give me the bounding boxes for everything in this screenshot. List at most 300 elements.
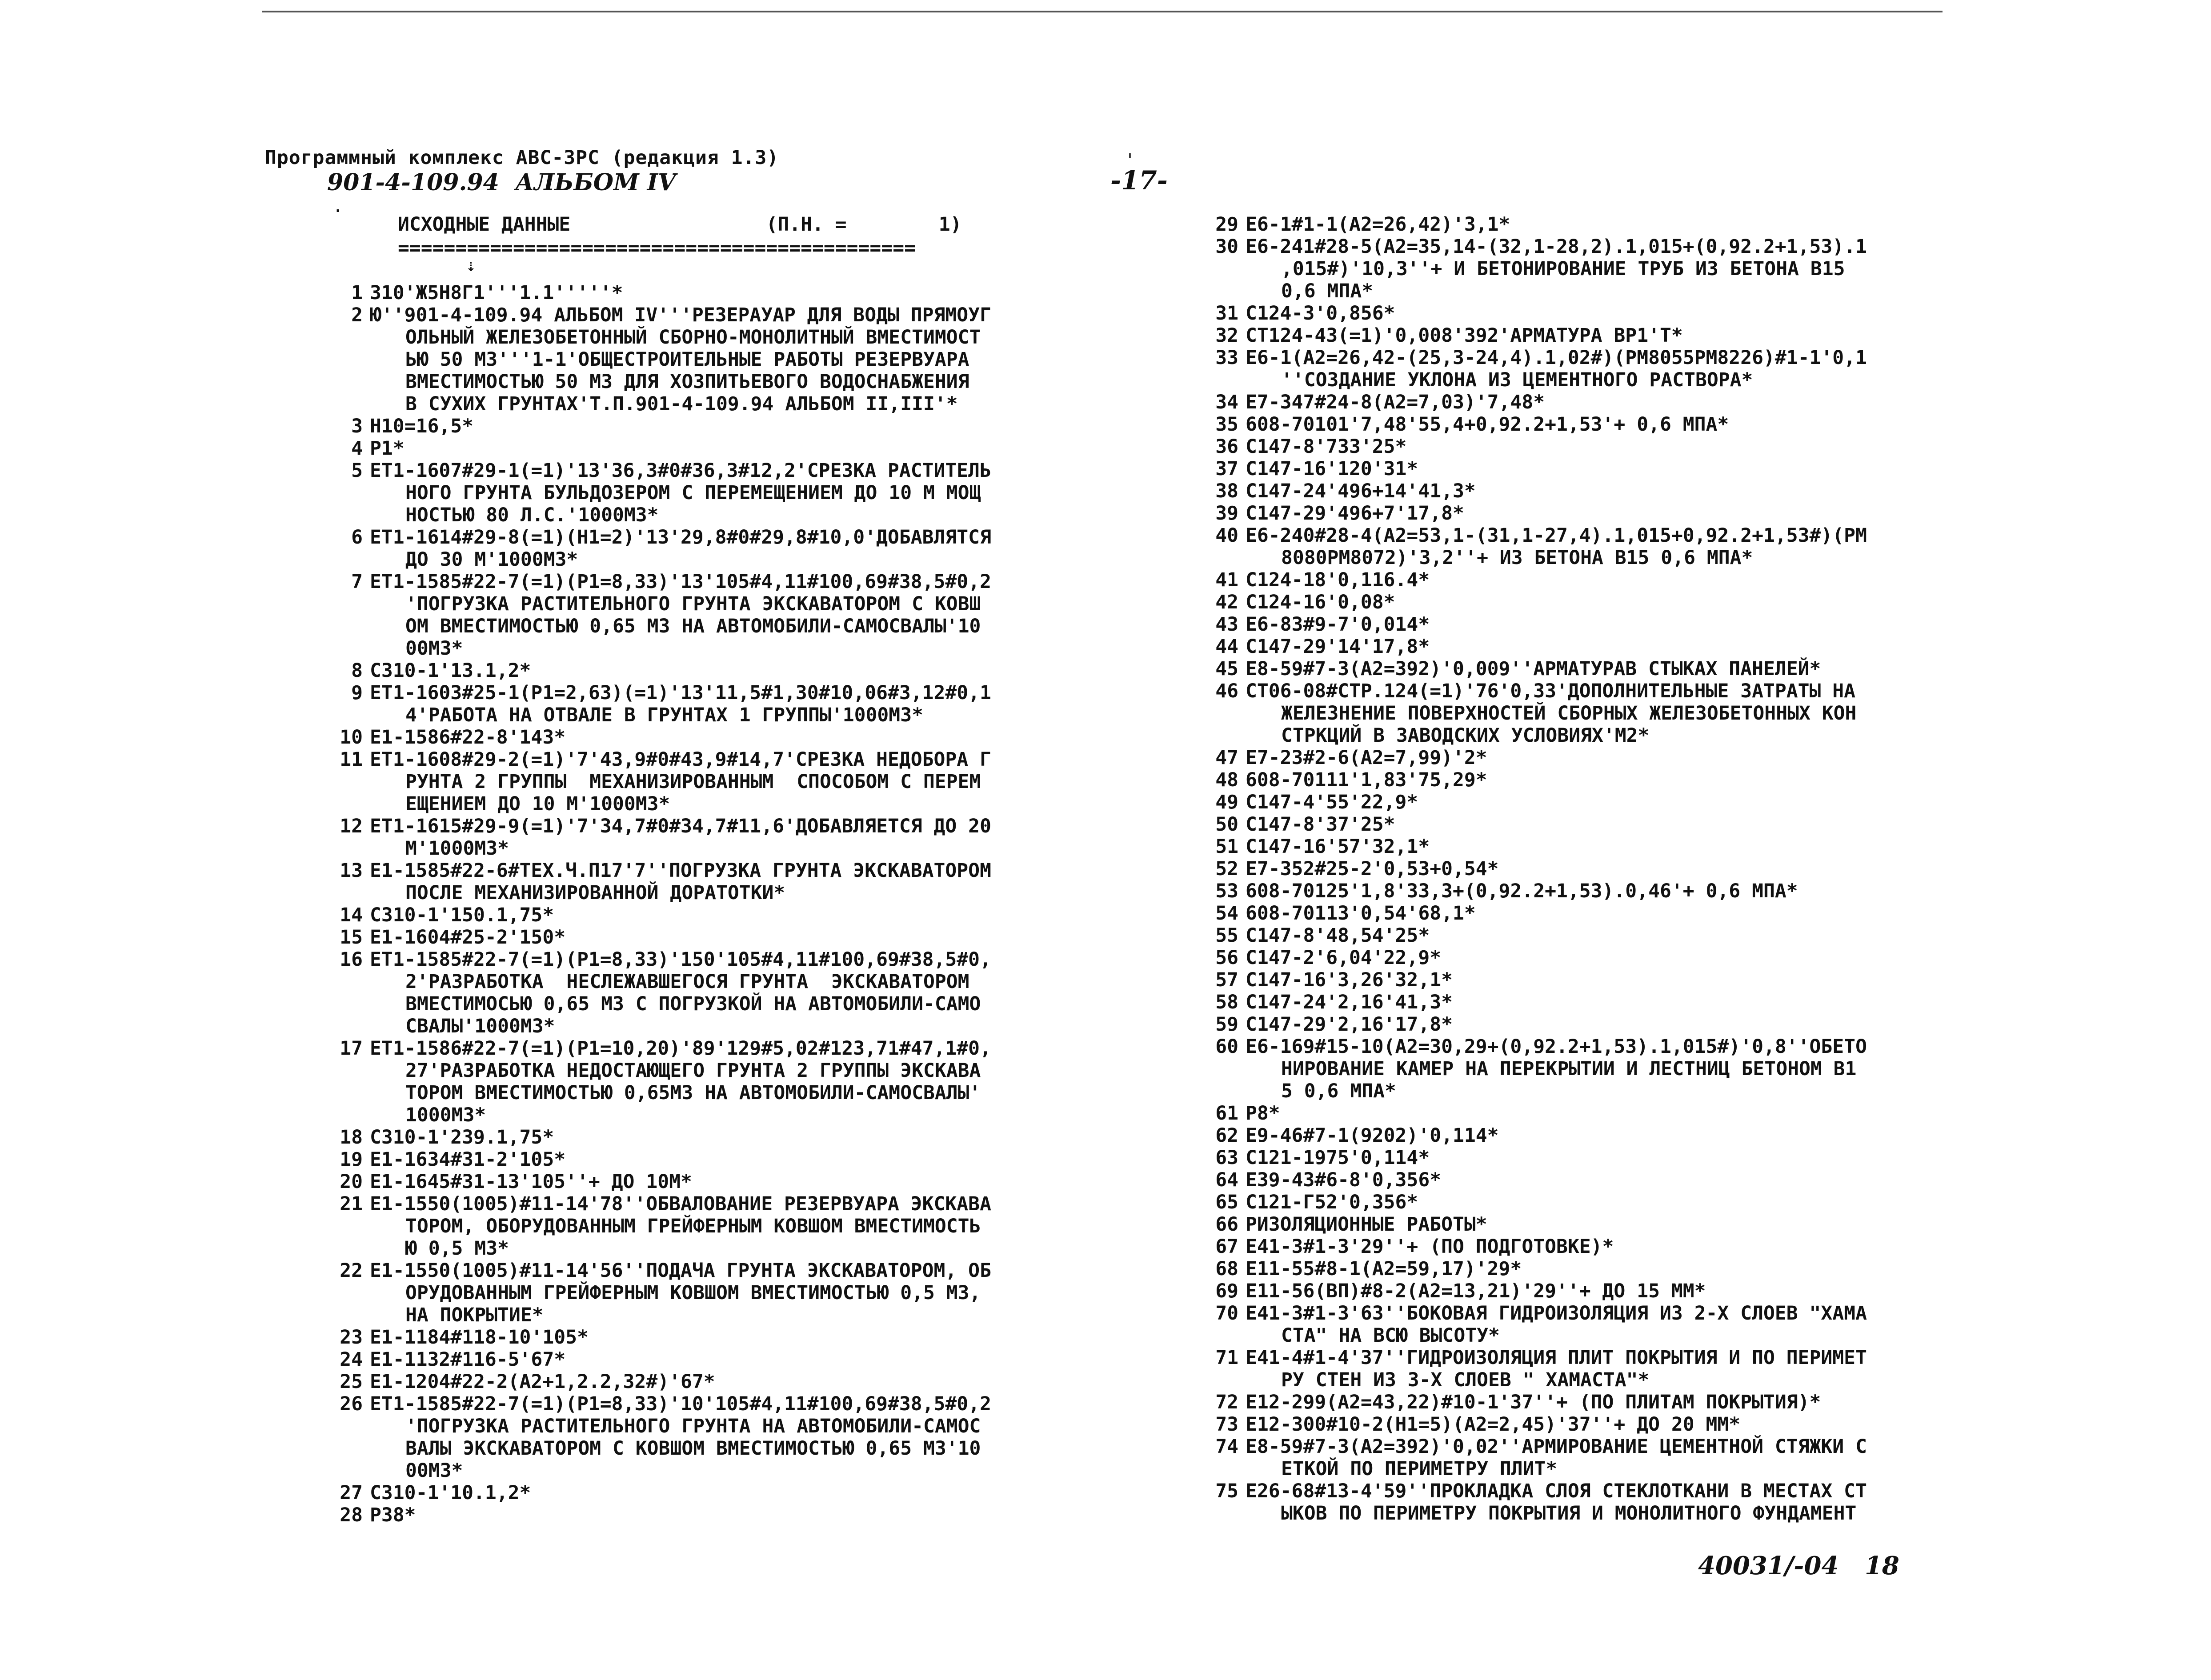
entry-continuation-line (320, 615, 1093, 637)
entry-number: 9 (351, 682, 363, 704)
entry-number: 69 (1215, 1280, 1238, 1302)
entry-text: Е1-1586#22-8'143* (370, 726, 566, 748)
listing-entry (1196, 213, 1969, 236)
entry-number: 73 (1215, 1413, 1238, 1436)
listing-entry (1196, 1480, 1969, 1524)
entry-number: 11 (340, 748, 363, 771)
listing-entry (1196, 302, 1969, 324)
listing-entry (1196, 1013, 1969, 1036)
listing-entry (1196, 636, 1969, 658)
entry-text: С121-Г52'0,356* (1246, 1191, 1418, 1213)
entry-text: ЕТ1-1608#29-2(=1)'7'43,9#0#43,9#14,7'СРЕЗКА НЕДОБОРА Г (370, 748, 991, 771)
entry-continuation-line (320, 1304, 1093, 1326)
entry-text: ЬЮ 50 М3'''1-1'ОБЩЕСТРОИТЕЛЬНЫЕ РАБОТЫ РЕЗЕРВУАРА (405, 348, 969, 371)
entry-first-line (320, 1260, 1093, 1282)
entry-text: Е6-240#28-4(А2=53,1-(31,1-27,4).1,015+0,92.2+1,53#)(РМ (1246, 524, 1867, 547)
entry-text: 608-70101'7,48'55,4+0,92.2+1,53'+ 0,6 МПА* (1246, 413, 1729, 436)
entry-text: НИРОВАНИЕ КАМЕР НА ПЕРЕКРЫТИИ И ЛЕСТНИЦ БЕТОНОМ В1 (1281, 1058, 1857, 1080)
entry-continuation-line (320, 1237, 1093, 1260)
entry-first-line (320, 860, 1093, 882)
entry-first-line (320, 526, 1093, 548)
entry-number: 62 (1215, 1124, 1238, 1147)
listing-entry (320, 682, 1093, 726)
entry-text: Е26-68#13-4'59''ПРОКЛАДКА СЛОЯ СТЕКЛОТКАНИ В МЕСТАХ СТ (1246, 1480, 1867, 1502)
entry-text: СТРКЦИЙ В ЗАВОДСКИХ УСЛОВИЯХ'М2* (1281, 724, 1650, 747)
entry-text: С310-1'10.1,2* (370, 1482, 531, 1504)
entry-text: 8080РМ8072)'3,2''+ ИЗ БЕТОНА В15 0,6 МПА* (1281, 547, 1753, 569)
entry-continuation-line (320, 993, 1093, 1015)
entry-text: СТ06-08#СТР.124(=1)'76'0,33'ДОПОЛНИТЕЛЬНЫЕ ЗАТРАТЫ НА (1246, 680, 1856, 702)
entry-text: ,015#)'10,3''+ И БЕТОНИРОВАНИЕ ТРУБ ИЗ БЕТОНА В15 (1281, 258, 1845, 280)
listing-entry (320, 1482, 1093, 1504)
listing-entry (1196, 1413, 1969, 1436)
entry-number: 32 (1215, 324, 1238, 347)
entry-number: 13 (340, 860, 363, 882)
entry-text: ВМЕСТИМОСТЬЮ 50 М3 ДЛЯ ХОЗПИТЬЕВОГО ВОДОСНАБЖЕНИЯ (405, 371, 969, 393)
entry-text: РУНТА 2 ГРУППЫ МЕХАНИЗИРОВАННЫМ СПОСОБОМ С ПЕРЕМ (405, 771, 981, 793)
entry-number: 71 (1215, 1347, 1238, 1369)
entry-number: 42 (1215, 591, 1238, 613)
left-column-listing (320, 282, 1093, 1526)
entry-text: ЕТКОЙ ПО ПЕРИМЕТРУ ПЛИТ* (1281, 1458, 1558, 1480)
entry-first-line (320, 1171, 1093, 1193)
entry-text: 27'РАЗРАБОТКА НЕДОСТАЮЩЕГО ГРУНТА 2 ГРУППЫ ЭКСКАВА (405, 1060, 981, 1082)
entry-number: 26 (340, 1393, 363, 1415)
listing-entry (320, 1326, 1093, 1348)
entry-number: 30 (1215, 236, 1238, 258)
entry-number: 37 (1215, 458, 1238, 480)
right-column-listing (1196, 213, 1969, 1524)
listing-entry (1196, 1124, 1969, 1147)
listing-entry (1196, 813, 1969, 836)
entry-continuation-line (1196, 258, 1969, 280)
entry-number: 60 (1215, 1036, 1238, 1058)
column-header (398, 213, 962, 236)
entry-text: 5 0,6 МПА* (1281, 1080, 1396, 1102)
entry-text: Е41-4#1-4'37''ГИДРОИЗОЛЯЦИЯ ПЛИТ ПОКРЫТИЯ И ПО ПЕРИМЕТ (1246, 1347, 1867, 1369)
entry-first-line (1196, 502, 1969, 524)
entry-text: З10'Ж5Н8Г1'''1.1'''''* (370, 282, 623, 304)
entry-number: 64 (1215, 1169, 1238, 1191)
entry-number: 56 (1215, 947, 1238, 969)
entry-first-line (1196, 991, 1969, 1013)
tick-mark: ' (1125, 150, 1136, 171)
entry-text: С121-1975'0,114* (1246, 1147, 1430, 1169)
entry-first-line (320, 1326, 1093, 1348)
entry-continuation-line (1196, 1324, 1969, 1347)
entry-number: 67 (1215, 1236, 1238, 1258)
listing-entry (1196, 1302, 1969, 1347)
listing-entry (1196, 569, 1969, 591)
listing-entry (1196, 1147, 1969, 1169)
entry-continuation-line (320, 704, 1093, 726)
entry-text: НА ПОКРЫТИЕ* (405, 1304, 544, 1326)
listing-entry (320, 304, 1093, 415)
entry-continuation-line (320, 482, 1093, 504)
entry-number: 41 (1215, 569, 1238, 591)
entry-first-line (1196, 947, 1969, 969)
entry-first-line (320, 948, 1093, 971)
entry-text: Е6-1#1-1(А2=26,42)'3,1* (1246, 213, 1510, 236)
entry-number: 4 (351, 437, 363, 460)
entry-text: Е7-352#25-2'0,53+0,54* (1246, 858, 1499, 880)
entry-text: Р38* (370, 1504, 416, 1526)
entry-first-line (1196, 480, 1969, 502)
entry-number: 58 (1215, 991, 1238, 1013)
entry-text: Е12-300#10-2(Н1=5)(А2=2,45)'37''+ ДО 20 ММ* (1246, 1413, 1741, 1436)
listing-entry (1196, 480, 1969, 502)
listing-entry (1196, 1347, 1969, 1391)
entry-number: 15 (340, 926, 363, 948)
entry-continuation-line (320, 1215, 1093, 1237)
entry-text: 608-70113'0,54'68,1* (1246, 902, 1476, 924)
listing-entry (320, 1504, 1093, 1526)
entry-first-line (320, 1148, 1093, 1171)
entry-text: Е1-1550(1005)#11-14'56''ПОДАЧА ГРУНТА ЭКСКАВАТОРОМ, ОБ (370, 1260, 991, 1282)
entry-continuation-line (1196, 702, 1969, 724)
entry-number: 18 (340, 1126, 363, 1148)
entry-number: 63 (1215, 1147, 1238, 1169)
listing-entry (1196, 236, 1969, 302)
entry-text: 4'РАБОТА НА ОТВАЛЕ В ГРУНТАХ 1 ГРУППЫ'1000М3* (405, 704, 923, 726)
entry-text: С124-18'0,116.4* (1246, 569, 1430, 591)
entry-text: Е9-46#7-1(9202)'0,114* (1246, 1124, 1499, 1147)
entry-number: 22 (340, 1260, 363, 1282)
listing-entry (320, 415, 1093, 437)
entry-number: 44 (1215, 636, 1238, 658)
entry-first-line (1196, 1213, 1969, 1236)
entry-continuation-line (320, 593, 1093, 615)
listing-entry (1196, 591, 1969, 613)
entry-text: Е1-1132#116-5'67* (370, 1348, 566, 1371)
entry-continuation-line (320, 1060, 1093, 1082)
entry-text: С147-29'14'17,8* (1246, 636, 1430, 658)
entry-continuation-line (320, 771, 1093, 793)
entry-number: 47 (1215, 747, 1238, 769)
pn-label: (П.Н. = (766, 213, 847, 236)
entry-first-line (320, 815, 1093, 837)
pn-value: 1) (938, 213, 962, 236)
entry-first-line (1196, 213, 1969, 236)
entry-number: 52 (1215, 858, 1238, 880)
entry-text: Е1-1585#22-6#ТЕХ.Ч.П17'7''ПОГРУЗКА ГРУНТА ЭКСКАВАТОРОМ (370, 860, 991, 882)
listing-entry (320, 460, 1093, 526)
entry-text: 608-70125'1,8'33,3+(0,92.2+1,53).0,46'+ 0,6 МПА* (1246, 880, 1798, 902)
entry-first-line (1196, 902, 1969, 924)
entry-text: Е6-83#9-7'0,014* (1246, 613, 1430, 636)
listing-entry (1196, 613, 1969, 636)
entry-first-line (320, 437, 1093, 460)
entry-text: Е1-1634#31-2'105* (370, 1148, 566, 1171)
entry-first-line (320, 1482, 1093, 1504)
entry-text: ЕЩЕНИЕМ ДО 10 М'1000М3* (405, 793, 670, 815)
entry-text: Е6-241#28-5(А2=35,14-(32,1-28,2).1,015+(0,92.2+1,53).1 (1246, 236, 1867, 258)
entry-number: 2 (351, 304, 363, 326)
entry-text: С147-16'3,26'32,1* (1246, 969, 1453, 991)
entry-continuation-line (320, 1082, 1093, 1104)
entry-text: С147-4'55'22,9* (1246, 791, 1418, 813)
entry-text: ОРУДОВАННЫМ ГРЕЙФЕРНЫМ КОВШОМ ВМЕСТИМОСТЬЮ 0,5 М3, (405, 1282, 981, 1304)
entry-text: ВМЕСТИМОСЬЮ 0,65 М3 С ПОГРУЗКОЙ НА АВТОМОБИЛИ-САМО (405, 993, 981, 1015)
entry-number: 6 (351, 526, 363, 548)
entry-text: ЕТ1-1615#29-9(=1)'7'34,7#0#34,7#11,6'ДОБАВЛЯЕТСЯ ДО 20 (370, 815, 991, 837)
listing-entry (1196, 413, 1969, 436)
listing-entry (320, 1260, 1093, 1326)
listing-entry (1196, 347, 1969, 391)
entry-first-line (320, 304, 1093, 326)
entry-continuation-line (1196, 1369, 1969, 1391)
entry-first-line (1196, 591, 1969, 613)
entry-text: С147-24'2,16'41,3* (1246, 991, 1453, 1013)
entry-continuation-line (320, 504, 1093, 526)
entry-text: ''СОЗДАНИЕ УКЛОНА ИЗ ЦЕМЕНТНОГО РАСТВОРА* (1281, 369, 1753, 391)
listing-entry (1196, 1391, 1969, 1413)
listing-entry (1196, 324, 1969, 347)
entry-text: Е6-1(А2=26,42-(25,3-24,4).1,02#)(РМ8055РМ8226)#1-1'0,1 (1246, 347, 1867, 369)
entry-text: Е39-43#6-8'0,356* (1246, 1169, 1442, 1191)
entry-first-line (1196, 747, 1969, 769)
entry-continuation-line (320, 1282, 1093, 1304)
entry-continuation-line (1196, 369, 1969, 391)
entry-number: 33 (1215, 347, 1238, 369)
entry-text: С310-1'13.1,2* (370, 660, 531, 682)
entry-first-line (1196, 1280, 1969, 1302)
entry-text: Е1-1604#25-2'150* (370, 926, 566, 948)
listing-entry (320, 437, 1093, 460)
listing-entry (320, 282, 1093, 304)
entry-text: 00М3* (405, 1460, 463, 1482)
entry-number: 48 (1215, 769, 1238, 791)
entry-first-line (320, 1126, 1093, 1148)
listing-entry (1196, 1102, 1969, 1124)
entry-text: ПОСЛЕ МЕХАНИЗИРОВАННОЙ ДОРАТОТКИ* (405, 882, 785, 904)
listing-entry (1196, 769, 1969, 791)
entry-text: Е1-1204#22-2(А2+1,2.2,32#)'67* (370, 1371, 715, 1393)
entry-number: 5 (351, 460, 363, 482)
entry-first-line (320, 415, 1093, 437)
entry-first-line (320, 726, 1093, 748)
entry-first-line (1196, 1347, 1969, 1369)
entry-continuation-line (320, 548, 1093, 571)
listing-entry (1196, 1191, 1969, 1213)
entry-first-line (1196, 391, 1969, 413)
entry-first-line (1196, 1413, 1969, 1436)
listing-entry (320, 1126, 1093, 1148)
listing-entry (320, 660, 1093, 682)
listing-entry (320, 904, 1093, 926)
entry-continuation-line (320, 371, 1093, 393)
entry-text: Е6-169#15-10(А2=30,29+(0,92.2+1,53).1,015#)'0,8''ОБЕТО (1246, 1036, 1867, 1058)
listing-entry (1196, 1236, 1969, 1258)
entry-first-line (320, 1371, 1093, 1393)
listing-entry (1196, 680, 1969, 747)
entry-text: ЕТ1-1586#22-7(=1)(Р1=10,20)'89'129#5,02#123,71#47,1#0, (370, 1037, 991, 1060)
entry-text: Ю''901-4-109.94 АЛЬБОМ IV'''РЕЗЕРАУАР ДЛЯ ВОДЫ ПРЯМОУГ (370, 304, 991, 326)
listing-entry (320, 948, 1093, 1037)
entry-first-line (320, 926, 1093, 948)
entry-text: СТА" НА ВСЮ ВЫСОТУ* (1281, 1324, 1500, 1347)
listing-entry (1196, 969, 1969, 991)
listing-entry (1196, 502, 1969, 524)
entry-text: В СУХИХ ГРУНТАХ'Т.П.901-4-109.94 АЛЬБОМ II,III'* (405, 393, 958, 415)
entry-first-line (320, 282, 1093, 304)
entry-text: С147-8'48,54'25* (1246, 924, 1430, 947)
entry-first-line (1196, 813, 1969, 836)
entry-first-line (1196, 324, 1969, 347)
entry-continuation-line (320, 793, 1093, 815)
entry-number: 20 (340, 1171, 363, 1193)
entry-first-line (1196, 302, 1969, 324)
entry-continuation-line (320, 326, 1093, 348)
listing-entry (1196, 791, 1969, 813)
entry-text: С147-29'2,16'17,8* (1246, 1013, 1453, 1036)
listing-entry (320, 860, 1093, 904)
entry-text: ОМ ВМЕСТИМОСТЬЮ 0,65 М3 НА АВТОМОБИЛИ-САМОСВАЛЫ'10 (405, 615, 981, 637)
entry-text: 'ПОГРУЗКА РАСТИТЕЛЬНОГО ГРУНТА НА АВТОМОБИЛИ-САМОС (405, 1415, 981, 1437)
entry-continuation-line (320, 882, 1093, 904)
entry-number: 29 (1215, 213, 1238, 236)
entry-number: 14 (340, 904, 363, 926)
entry-text: ВАЛЫ ЭКСКАВАТОРОМ С КОВШОМ ВМЕСТИМОСТЬЮ 0,65 М3'10 (405, 1437, 981, 1460)
entry-first-line (1196, 858, 1969, 880)
entry-text: ЕТ1-1585#22-7(=1)(Р1=8,33)'150'105#4,11#100,69#38,5#0, (370, 948, 991, 971)
entry-text: Е1-1645#31-13'105''+ ДО 10М* (370, 1171, 692, 1193)
listing-entry (1196, 1213, 1969, 1236)
listing-entry (1196, 1436, 1969, 1480)
entry-continuation-line (320, 637, 1093, 660)
entry-text: С147-8'733'25* (1246, 436, 1407, 458)
arrow-mark: ⇣ (466, 256, 476, 275)
entry-continuation-line (320, 348, 1093, 371)
handwritten-signature: 40031/-04 18 (1698, 1551, 1899, 1580)
entry-first-line (1196, 1013, 1969, 1036)
entry-text: ЕТ1-1607#29-1(=1)'13'36,3#0#36,3#12,2'СРЕЗКА РАСТИТЕЛЬ (370, 460, 991, 482)
entry-number: 27 (340, 1482, 363, 1504)
entry-first-line (1196, 1258, 1969, 1280)
listing-entry (320, 1393, 1093, 1482)
entry-text: Е11-55#8-1(А2=59,17)'29* (1246, 1258, 1522, 1280)
entry-continuation-line (1196, 280, 1969, 302)
entry-number: 54 (1215, 902, 1238, 924)
listing-entry (1196, 658, 1969, 680)
entry-first-line (320, 660, 1093, 682)
entry-text: М'1000М3* (405, 837, 509, 860)
top-border-line (262, 11, 1943, 12)
entry-first-line (1196, 1147, 1969, 1169)
entry-number: 53 (1215, 880, 1238, 902)
entry-text: ТОРОМ, ОБОРУДОВАННЫМ ГРЕЙФЕРНЫМ КОВШОМ ВМЕСТИМОСТЬ (405, 1215, 981, 1237)
entry-number: 19 (340, 1148, 363, 1171)
entry-text: НОСТЬЮ 80 Л.С.'1000М3* (405, 504, 659, 526)
listing-entry (320, 815, 1093, 860)
entry-text: 2'РАЗРАБОТКА НЕСЛЕЖАВШЕГОСЯ ГРУНТА ЭКСКАВАТОРОМ (405, 971, 969, 993)
entry-first-line (320, 748, 1093, 771)
listing-entry (1196, 458, 1969, 480)
entry-first-line (1196, 1102, 1969, 1124)
entry-first-line (1196, 1302, 1969, 1324)
listing-entry (1196, 1036, 1969, 1102)
entry-text: РИЗОЛЯЦИОННЫЕ РАБОТЫ* (1246, 1213, 1487, 1236)
entry-number: 57 (1215, 969, 1238, 991)
entry-first-line (320, 1193, 1093, 1215)
page-number: -17- (1110, 165, 1168, 196)
listing-entry (320, 726, 1093, 748)
entry-number: 50 (1215, 813, 1238, 836)
entry-first-line (320, 1393, 1093, 1415)
entry-first-line (1196, 636, 1969, 658)
entry-text: Е8-59#7-3(А2=392)'0,009''АРМАТУРАВ СТЫКАХ ПАНЕЛЕЙ* (1246, 658, 1821, 680)
entry-number: 66 (1215, 1213, 1238, 1236)
entry-first-line (1196, 924, 1969, 947)
entry-text: С310-1'150.1,75* (370, 904, 554, 926)
entry-first-line (1196, 613, 1969, 636)
listing-entry (1196, 1169, 1969, 1191)
entry-number: 21 (340, 1193, 363, 1215)
entry-text: ЫКОВ ПО ПЕРИМЕТРУ ПОКРЫТИЯ И МОНОЛИТНОГО ФУНДАМЕНТ (1281, 1502, 1857, 1524)
listing-entry (320, 1348, 1093, 1371)
entry-continuation-line (1196, 1080, 1969, 1102)
entry-text: Е12-299(А2=43,22)#10-1'37''+ (ПО ПЛИТАМ ПОКРЫТИЯ)* (1246, 1391, 1821, 1413)
entry-continuation-line (320, 1104, 1093, 1126)
entry-first-line (1196, 658, 1969, 680)
entry-text: Е7-347#24-8(А2=7,03)'7,48* (1246, 391, 1545, 413)
entry-number: 17 (340, 1037, 363, 1060)
entry-number: 39 (1215, 502, 1238, 524)
entry-number: 59 (1215, 1013, 1238, 1036)
entry-number: 49 (1215, 791, 1238, 813)
header-rule: ============================================= (398, 237, 916, 259)
entry-text: Р1* (370, 437, 405, 460)
entry-text: Ю 0,5 М3* (405, 1237, 509, 1260)
entry-number: 10 (340, 726, 363, 748)
entry-text: 00М3* (405, 637, 463, 660)
album-reference: 901-4-109.94 АЛЬБОМ IV (327, 169, 676, 196)
entry-text: Н10=16,5* (370, 415, 473, 437)
entry-text: ЕТ1-1585#22-7(=1)(Р1=8,33)'13'105#4,11#100,69#38,5#0,2 (370, 571, 991, 593)
entry-text: ДО 30 М'1000М3* (405, 548, 578, 571)
entry-first-line (320, 682, 1093, 704)
entry-first-line (1196, 413, 1969, 436)
entry-number: 31 (1215, 302, 1238, 324)
listing-entry (1196, 747, 1969, 769)
entry-text: Е41-3#1-3'29''+ (ПО ПОДГОТОВКЕ)* (1246, 1236, 1614, 1258)
entry-text: С147-2'6,04'22,9* (1246, 947, 1442, 969)
entry-first-line (1196, 836, 1969, 858)
entry-continuation-line (320, 1415, 1093, 1437)
listing-entry (1196, 902, 1969, 924)
entry-number: 25 (340, 1371, 363, 1393)
entry-first-line (1196, 1169, 1969, 1191)
entry-continuation-line (320, 837, 1093, 860)
listing-entry (320, 1148, 1093, 1171)
entry-continuation-line (1196, 1502, 1969, 1524)
listing-entry (320, 1193, 1093, 1260)
listing-entry (1196, 836, 1969, 858)
entry-text: Е7-23#2-6(А2=7,99)'2* (1246, 747, 1487, 769)
listing-entry (1196, 1280, 1969, 1302)
entry-number: 74 (1215, 1436, 1238, 1458)
entry-first-line (1196, 1236, 1969, 1258)
entry-text: 1000М3* (405, 1104, 486, 1126)
entry-number: 24 (340, 1348, 363, 1371)
entry-text: СВАЛЫ'1000М3* (405, 1015, 555, 1037)
entry-text: С147-16'57'32,1* (1246, 836, 1430, 858)
listing-entry (1196, 524, 1969, 569)
entry-first-line (1196, 1191, 1969, 1213)
listing-entry (1196, 991, 1969, 1013)
entry-text: ЕТ1-1585#22-7(=1)(Р1=8,33)'10'105#4,11#100,69#38,5#0,2 (370, 1393, 991, 1415)
entry-number: 45 (1215, 658, 1238, 680)
